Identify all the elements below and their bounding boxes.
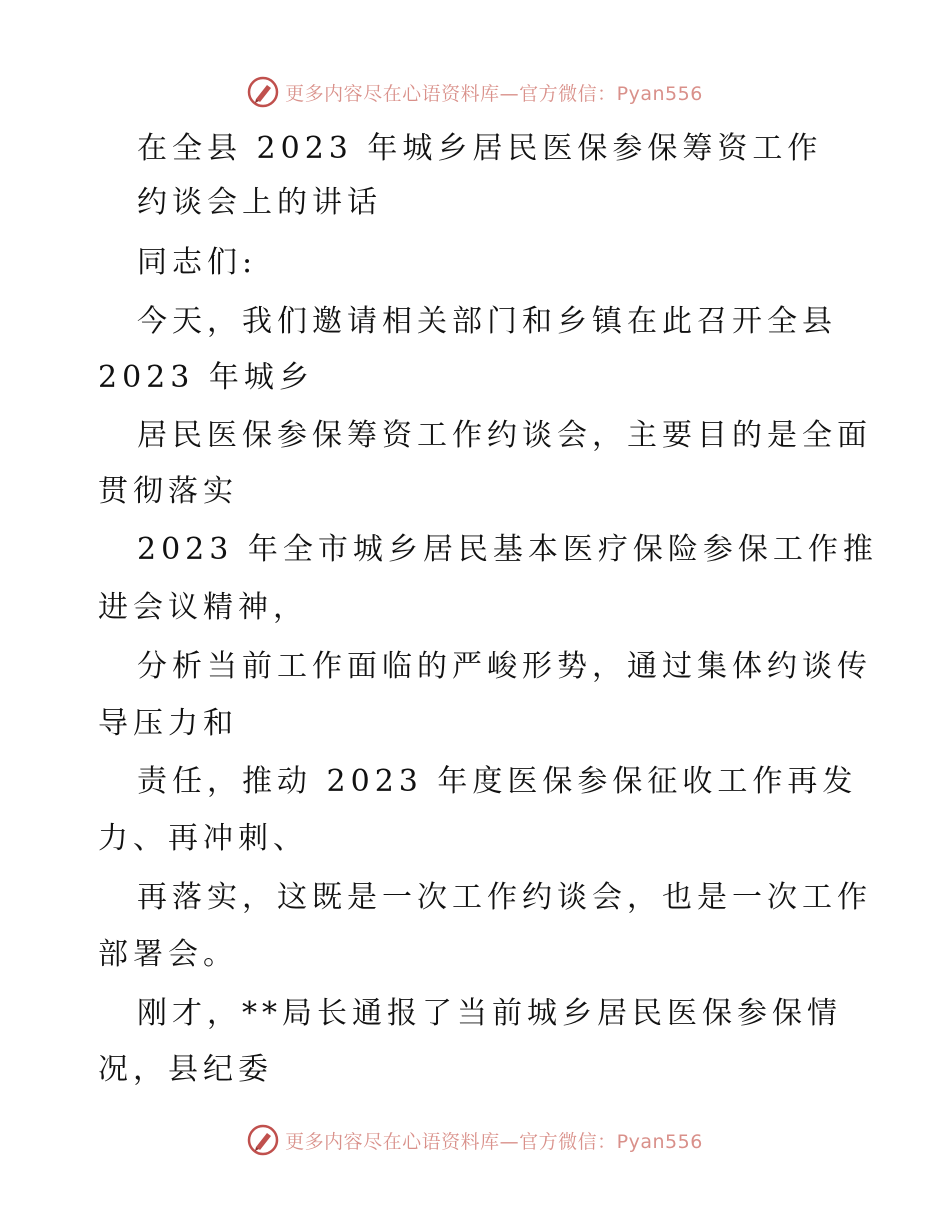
pen-logo-icon	[247, 76, 279, 108]
paragraph-line: 今天，我们邀请相关部门和乡镇在此召开全县	[137, 304, 837, 339]
watermark-text: 更多内容尽在心语资料库—官方微信：Pyan556	[285, 82, 703, 105]
pen-logo-icon	[247, 1124, 279, 1156]
paragraph-line: 居民医保参保筹资工作约谈会，主要目的是全面	[137, 418, 872, 453]
salutation: 同志们:	[137, 245, 258, 280]
paragraph-line: 进会议精神，	[98, 590, 308, 625]
paragraph-line: 力、再冲刺、	[98, 821, 308, 856]
document-title-line-1: 在全县 2023 年城乡居民医保参保筹资工作	[137, 131, 823, 166]
paragraph-line: 部署会。	[98, 937, 238, 972]
document-title-line-2: 约谈会上的讲话	[137, 185, 382, 220]
paragraph-line: 责任，推动 2023 年度医保参保征收工作再发	[137, 764, 858, 799]
paragraph-line: 2023 年城乡	[98, 360, 314, 395]
paragraph-line: 刚才，**局长通报了当前城乡居民医保参保情	[137, 996, 842, 1031]
paragraph-line: 再落实，这既是一次工作约谈会，也是一次工作	[137, 880, 872, 915]
paragraph-line: 分析当前工作面临的严峻形势，通过集体约谈传	[137, 649, 872, 684]
watermark-header	[0, 72, 950, 112]
paragraph-line: 况，县纪委	[98, 1052, 273, 1087]
paragraph-line: 导压力和	[98, 706, 238, 741]
watermark-footer	[0, 1120, 950, 1160]
watermark-text: 更多内容尽在心语资料库—官方微信：Pyan556	[285, 1130, 703, 1153]
paragraph-line: 2023 年全市城乡居民基本医疗保险参保工作推	[137, 532, 878, 567]
paragraph-line: 贯彻落实	[98, 474, 238, 509]
